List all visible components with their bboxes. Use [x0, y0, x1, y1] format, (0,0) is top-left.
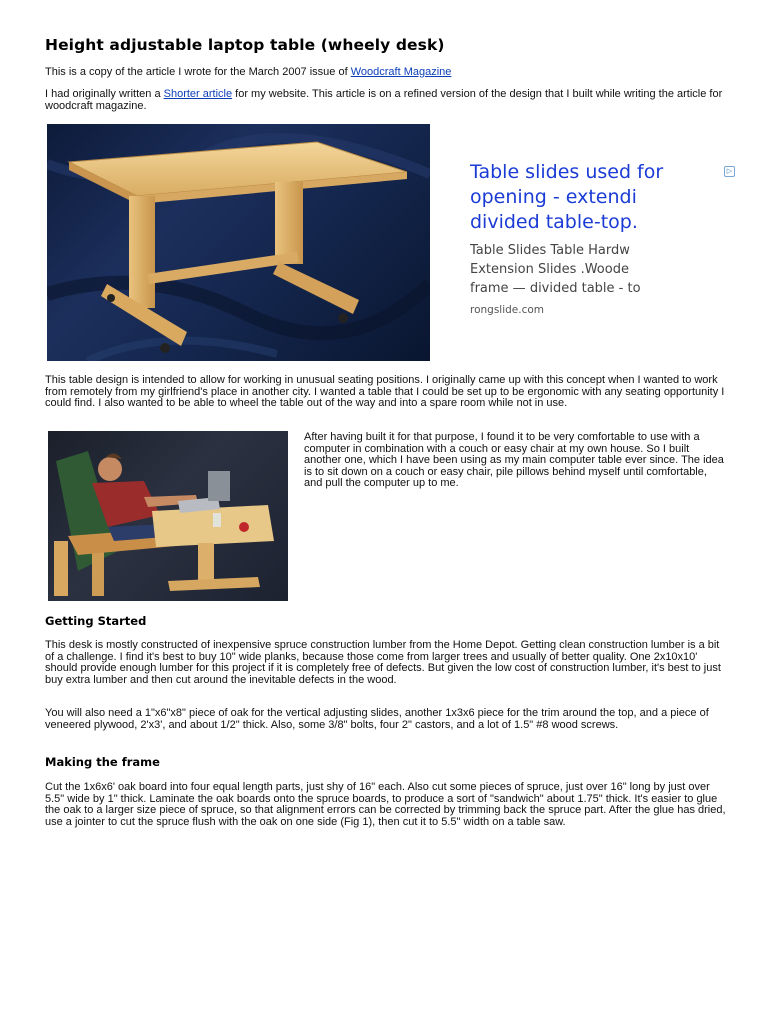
chair-illustration: [48, 431, 288, 601]
table-slides-ad[interactable]: [470, 160, 690, 330]
page-title: Height adjustable laptop table (wheely desk): [45, 36, 445, 54]
making-frame-heading: Making the frame: [45, 755, 160, 769]
ad-headline-line-1[interactable]: Table slides used for: [470, 161, 664, 183]
intro2-pre: I had originally written a: [45, 88, 164, 100]
woodcraft-magazine-link[interactable]: Woodcraft Magazine: [350, 66, 452, 78]
intro-paragraph-1: [45, 67, 725, 79]
ad-headline-line-3[interactable]: divided table-top.: [470, 211, 638, 233]
getting-started-paragraph-2: You will also need a 1"x6"x8" piece of oak for the vertical adjusting slides, another 1x3x6 piece for the trim around the top, and a piece of veneered plywood, 2'x3', and about 1/2" thick. Also, some 3/8" bolts, four 2" castors, and a lot of 1.5" #8 wood screws.: [45, 707, 709, 731]
getting-started-paragraph-1: This desk is mostly constructed of inexpensive spruce construction lumber from the Home Depot. Getting clean construction lumber is a bit of a challenge. I find it's best to buy 10" wide planks, because those come from larger trees and usually of better quality. One 2x10x10' should provide enough lumber for this project if it is completely free of defects. But given the low cost of construction lumber, it's best to just buy extra lumber and then cut around the inevitable defects in the wood.: [45, 639, 721, 686]
getting-started-heading: Getting Started: [45, 614, 147, 628]
ad-choices-icon[interactable]: ▷: [724, 166, 735, 177]
side-paragraph: After having built it for that purpose, I found it to be very comfortable to use with a computer in combination with a couch or easy chair at my own house. So I built another one, which I have been using as my main computer table ever since. The idea is to sit down on a couch or easy chair, pile pillows behind myself until comfortable, and pull the computer up to me.: [304, 431, 724, 490]
intro-paragraph-2: [45, 89, 725, 112]
table-illustration: [47, 124, 430, 361]
ad-body-line-2: Extension Slides .Woode: [470, 262, 629, 277]
laptop-chair-photo: [48, 431, 288, 601]
ad-headline-line-2[interactable]: opening - extendi: [470, 186, 637, 208]
intro2-post: for my website. This article is on a refined version of the design that I built while writing the article for woodcraft magazine.: [45, 88, 723, 112]
table-photo: [47, 124, 430, 361]
ad-body-line-3: frame — divided table - to: [470, 281, 641, 296]
ad-body-line-1: Table Slides Table Hardw: [470, 243, 630, 258]
ad-body: [470, 241, 656, 298]
intro1-text: This is a copy of the article I wrote for the March 2007 issue of: [45, 66, 351, 78]
ad-domain[interactable]: rongslide.com: [470, 304, 545, 316]
making-frame-paragraph-1: Cut the 1x6x6' oak board into four equal length parts, just shy of 16" each. Also cut some pieces of spruce, just over 16" long by just over 5.5" wide by 1" thick. Laminate the oak boards onto the spruce boards, to produce a sort of "sandwich" about 1.75" thick. It's easier to glue the oak to a larger size piece of spruce, so that alignment errors can be corrected by trimming back the spruce part. After the glue has dried, use a jointer to cut the spruce flush with the oak on one side (Fig 1), then cut it to 5.5" width on a table saw.: [45, 781, 726, 828]
shorter-article-link[interactable]: Shorter article: [163, 88, 233, 100]
design-paragraph: This table design is intended to allow for working in unusual seating positions. I originally came up with this concept when I wanted to work from remotely from my girlfriend's place in another city. I wanted a table that I could be set up to be ergonomic with any seating opportunity I could find. I also wanted to be able to wheel the table out of the way and into a spare room while not in use.: [45, 374, 725, 410]
